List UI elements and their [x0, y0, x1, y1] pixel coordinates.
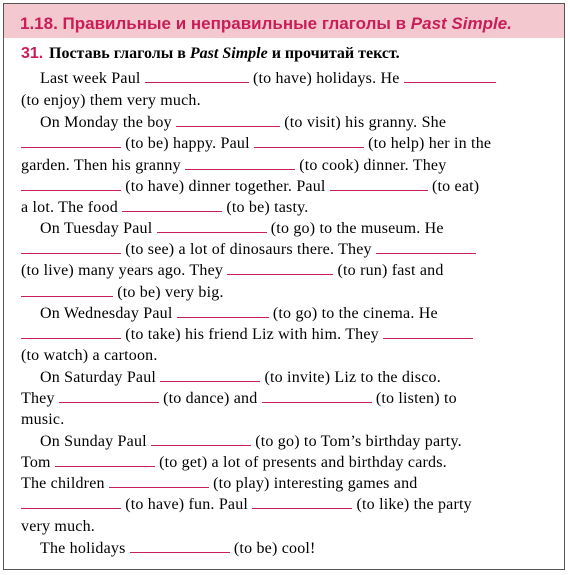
- line-text: (to play) interesting games and: [213, 475, 418, 492]
- answer-blank[interactable]: [160, 369, 260, 382]
- text-line: [40, 369, 441, 387]
- text-line: [21, 496, 472, 514]
- line-text: (to watch) a cartoon.: [21, 347, 158, 364]
- answer-blank[interactable]: [21, 241, 121, 254]
- line-text: (to eat): [431, 178, 480, 195]
- line-text: (to have) fun. Paul: [125, 496, 249, 513]
- line-text: They: [21, 390, 55, 407]
- line-text: On Tuesday Paul: [40, 220, 153, 237]
- answer-blank[interactable]: [145, 70, 249, 83]
- line-text: music.: [21, 411, 65, 428]
- line-text: The children: [21, 475, 105, 492]
- answer-blank[interactable]: [21, 178, 121, 191]
- answer-blank[interactable]: [55, 454, 155, 467]
- section-number: 1.18.: [20, 14, 58, 33]
- text-line: [40, 70, 496, 88]
- text-line: [21, 262, 444, 280]
- text-line: [21, 178, 479, 196]
- instruction-suffix: и прочитай текст.: [271, 45, 400, 62]
- answer-blank[interactable]: [254, 135, 364, 148]
- line-text: Last week Paul: [40, 70, 141, 87]
- line-text: (to dance) and: [163, 390, 258, 407]
- line-text: (to have) holidays. He: [252, 70, 400, 87]
- answer-blank[interactable]: [122, 199, 222, 212]
- answer-blank[interactable]: [262, 390, 372, 403]
- line-text: The holidays: [40, 540, 126, 557]
- line-text: Tom: [21, 454, 51, 471]
- answer-blank[interactable]: [383, 326, 473, 339]
- instruction-prefix: Поставь глаголы в: [49, 45, 186, 62]
- text-line: [21, 411, 64, 429]
- answer-blank[interactable]: [330, 178, 428, 191]
- text-line: [21, 454, 447, 472]
- line-text: (to cook) dinner. They: [299, 157, 447, 174]
- answer-blank[interactable]: [59, 390, 159, 403]
- section-title-text: Правильные и неправильные глаголы в: [62, 14, 407, 33]
- answer-blank[interactable]: [176, 114, 280, 127]
- answer-blank[interactable]: [151, 433, 251, 446]
- answer-blank[interactable]: [21, 326, 121, 339]
- answer-blank[interactable]: [109, 475, 209, 488]
- text-line: [21, 347, 158, 365]
- line-text: (to go) to the cinema. He: [272, 305, 438, 322]
- line-text: (to go) to the museum. He: [270, 220, 444, 237]
- answer-blank[interactable]: [21, 284, 113, 297]
- line-text: (to have) dinner together. Paul: [125, 178, 326, 195]
- line-text: (to take) his friend Liz with him. They: [125, 326, 379, 343]
- text-line: [21, 135, 491, 153]
- line-text: (to be) tasty.: [226, 199, 309, 216]
- text-line: [40, 540, 316, 558]
- section-header: [4, 4, 564, 38]
- answer-blank[interactable]: [376, 241, 476, 254]
- line-text: (to be) cool!: [233, 540, 316, 557]
- text-line: [21, 390, 457, 408]
- text-line: [40, 433, 462, 451]
- text-line: [40, 220, 444, 238]
- text-line: [21, 157, 446, 175]
- answer-blank[interactable]: [177, 305, 269, 318]
- line-text: (to visit) his granny. She: [284, 114, 447, 131]
- line-text: (to enjoy) them very much.: [21, 92, 201, 109]
- text-line: [21, 475, 417, 493]
- instruction-italic: Past Simple: [189, 45, 268, 62]
- section-title-italic: Past Simple.: [410, 14, 512, 33]
- line-text: On Wednesday Paul: [40, 305, 173, 322]
- answer-blank[interactable]: [130, 540, 230, 553]
- line-text: On Saturday Paul: [40, 369, 157, 386]
- text-line: [21, 284, 224, 302]
- text-line: [21, 199, 309, 217]
- line-text: (to listen) to: [375, 390, 457, 407]
- line-text: (to go) to Tom’s birthday party.: [255, 433, 462, 450]
- text-line: [21, 518, 95, 536]
- line-text: (to live) many years ago. They: [21, 262, 224, 279]
- line-text: (to see) a lot of dinosaurs there. They: [125, 241, 372, 258]
- answer-blank[interactable]: [21, 496, 121, 509]
- line-text: On Monday the boy: [40, 114, 172, 131]
- exercise-instruction: [49, 45, 400, 63]
- exercise-number: 31.: [21, 45, 44, 62]
- text-line: [21, 326, 473, 344]
- line-text: (to invite) Liz to the disco.: [264, 369, 441, 386]
- line-text: garden. Then his granny: [21, 157, 181, 174]
- line-text: (to help) her in the: [368, 135, 492, 152]
- line-text: (to be) very big.: [117, 284, 224, 301]
- line-text: On Sunday Paul: [40, 433, 147, 450]
- answer-blank[interactable]: [157, 220, 267, 233]
- answer-blank[interactable]: [252, 496, 352, 509]
- section-title: [20, 14, 512, 34]
- text-line: [21, 92, 201, 110]
- text-line: [21, 241, 476, 259]
- line-text: (to get) a lot of presents and birthday cards.: [159, 454, 447, 471]
- answer-blank[interactable]: [21, 135, 121, 148]
- line-text: (to like) the party: [356, 496, 472, 513]
- line-text: (to run) fast and: [337, 262, 444, 279]
- text-line: [40, 114, 446, 132]
- text-line: [40, 305, 438, 323]
- answer-blank[interactable]: [185, 157, 295, 170]
- line-text: (to be) happy. Paul: [125, 135, 250, 152]
- answer-blank[interactable]: [404, 70, 496, 83]
- line-text: very much.: [21, 518, 95, 535]
- answer-blank[interactable]: [227, 262, 333, 275]
- line-text: a lot. The food: [21, 199, 118, 216]
